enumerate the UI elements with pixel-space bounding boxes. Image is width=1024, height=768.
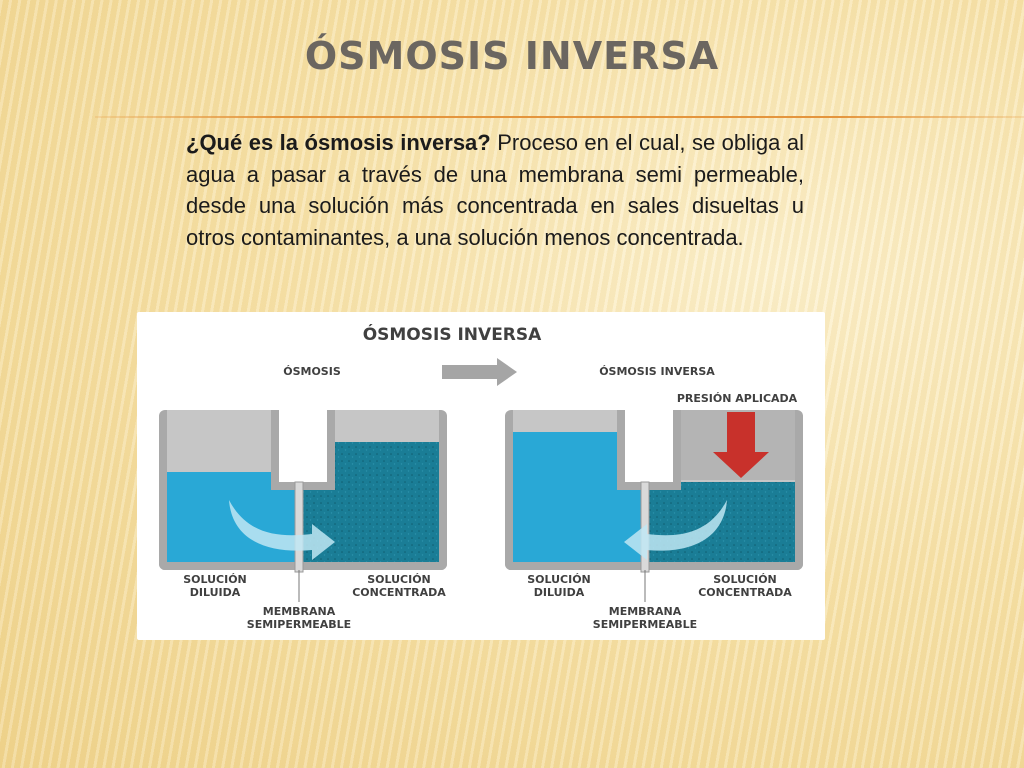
osmosis-heading: ÓSMOSIS (283, 365, 341, 378)
membrane-label-left-1: MEMBRANA (262, 605, 336, 618)
transition-arrow-icon (442, 358, 517, 386)
diluted-label-left-2: DILUIDA (189, 586, 241, 599)
concentrated-label-left-1: SOLUCIÓN (367, 573, 431, 586)
definition-question: ¿Qué es la ósmosis inversa? (186, 130, 491, 155)
reverse-osmosis-heading: ÓSMOSIS INVERSA (599, 365, 715, 378)
concentrated-label-left-2: CONCENTRADA (352, 586, 446, 599)
membrane-left (295, 482, 303, 572)
diagram-title: ÓSMOSIS INVERSA (362, 325, 542, 345)
definition-text: Proceso en el cual, se obliga al agua a pasar a través de una membrana semi permeable, desde una solución más concentrada en sales disueltas u otros contaminantes, a una solución menos concentrada. (186, 130, 804, 250)
slide-title: ÓSMOSIS INVERSA (304, 34, 720, 78)
definition-paragraph (186, 127, 804, 253)
title-divider (95, 116, 1024, 118)
diluted-label-right-1: SOLUCIÓN (527, 573, 591, 586)
osmosis-diagram (137, 312, 825, 640)
membrane-label-right-2: SEMIPERMEABLE (592, 618, 698, 631)
applied-pressure-label: PRESIÓN APLICADA (676, 392, 798, 405)
concentrated-label-right-1: SOLUCIÓN (713, 573, 777, 586)
membrane-label-left-2: SEMIPERMEABLE (246, 618, 352, 631)
diluted-label-right-2: DILUIDA (533, 586, 585, 599)
diluted-label-left-1: SOLUCIÓN (183, 573, 247, 586)
concentrated-label-right-2: CONCENTRADA (698, 586, 792, 599)
membrane-label-right-1: MEMBRANA (608, 605, 682, 618)
